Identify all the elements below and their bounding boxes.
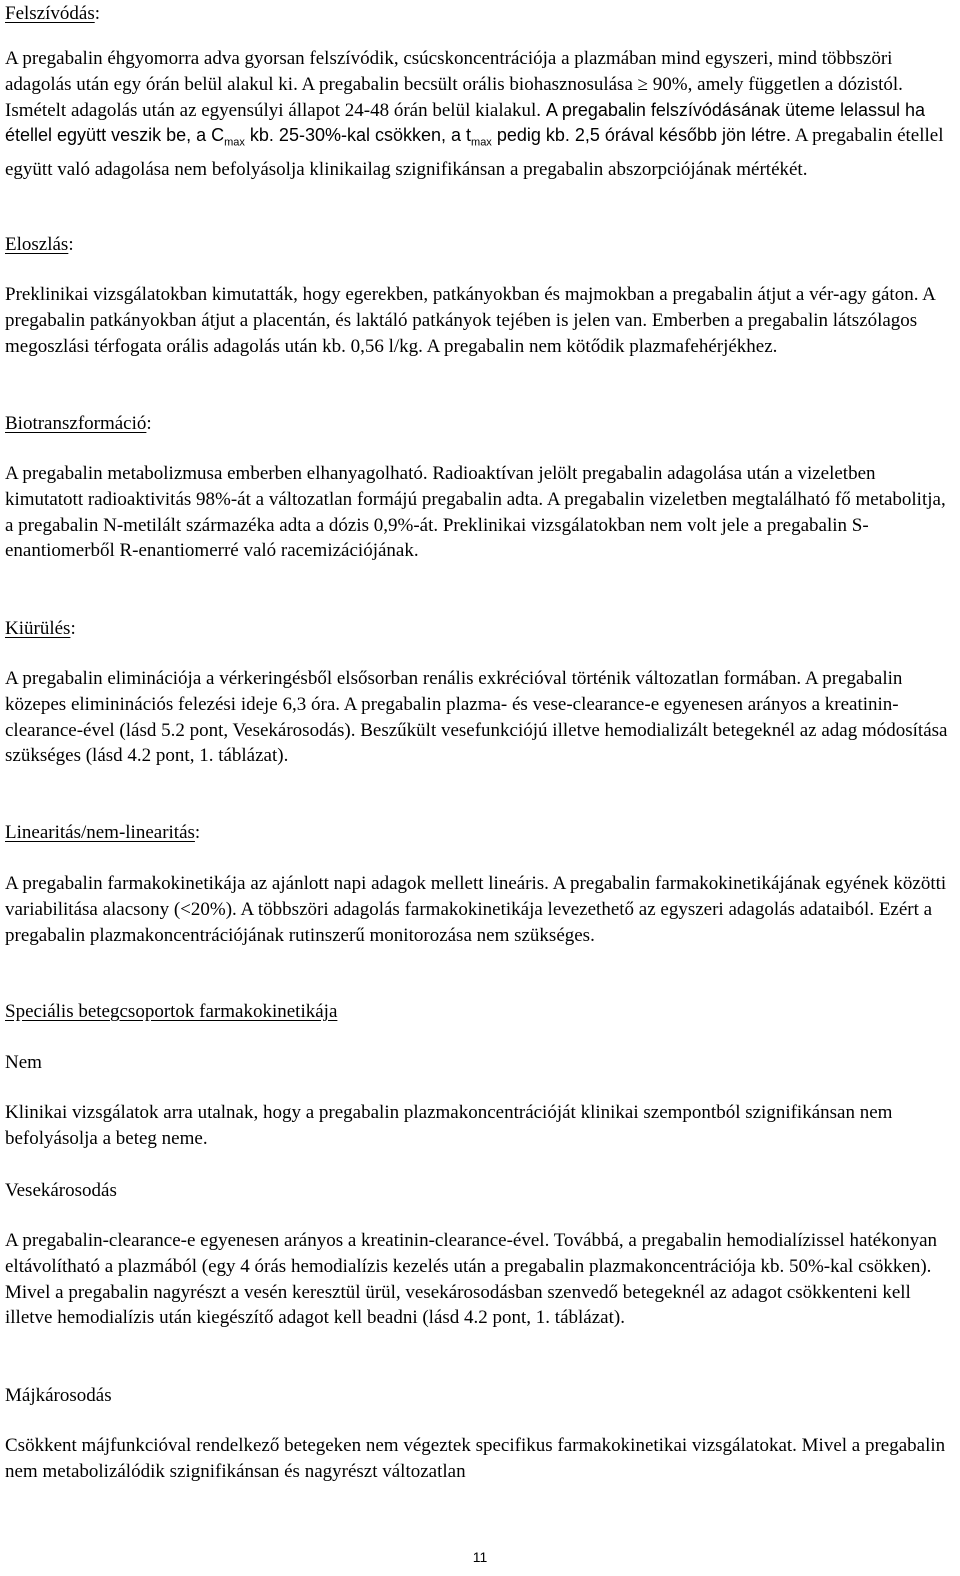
- section-heading-linearity: Linearitás/nem-linearitás:: [5, 822, 201, 843]
- paragraph-renal: A pregabalin-clearance-e egyenesen arányos a kreatinin-clearance-ével. Továbbá, a pregabalin hemodialízissel hatékonyan eltávolítható a plazmából (egy 4 órás hemodialízis kezelés után a pregabalin plazmakoncentrációja kb. 50%-kal csökken). Mivel a pregabalin nagyrészt a vesén keresztül ürül, vesekárosodásban szenvedő betegeknél az adagot csökkenteni kell illetve hemodialízis után kiegészítő adagot kell beadni (lásd 4.2 pont, 1. táblázat).: [5, 1230, 938, 1329]
- absorption-text-1: A pregabalin éhgyomorra adva gyorsan felszívódik, csúcskoncentrációja a plazmában mind egyszeri, mind többszöri adagolás után egy órán belül alakul ki. A pregabalin becsült orális biohasznosulása ≥ 90%, amely független a dózistól. Ismételt adagolás után az egyensúlyi állapot 24-48 órán belül kialakul.: [5, 48, 903, 121]
- page-number: 11: [472, 1549, 488, 1565]
- subheading-renal: Vesekárosodás: [5, 1180, 117, 1201]
- subheading-hepatic: Májkárosodás: [5, 1385, 112, 1406]
- paragraph-absorption: [5, 46, 953, 183]
- paragraph-distribution: Preklinikai vizsgálatokban kimutatták, hogy egerekben, patkányokban és majmokban a pregabalin átjut a vér-agy gáton. A pregabalin patkányokban átjut a placentán, és laktáló patkányok tejében is jelen van. Emberben a pregabalin látszólagos megoszlási térfogata orális adagolás után kb. 0,56 l/kg. A pregabalin nem kötődik plazmafehérjékhez.: [5, 284, 935, 357]
- section-heading-biotransformation: Biotranszformáció:: [5, 413, 152, 434]
- paragraph-hepatic: Csökkent májfunkcióval rendelkező betegeken nem végeztek specifikus farmakokinetikai vizsgálatokat. Mivel a pregabalin nem metabolizálódik szignifikánsan és nagyrészt változatlan: [5, 1435, 946, 1482]
- section-heading-distribution: Eloszlás:: [5, 234, 74, 255]
- subheading-gender: Nem: [5, 1052, 42, 1073]
- paragraph-linearity: A pregabalin farmakokinetikája az ajánlott napi adagok mellett lineáris. A pregabalin farmakokinetikájának egyének közötti variabilitása alacsony (<20%). A többszöri adagolás farmakokinetikája levezethető az egyszeri adagolás adataiból. Ezért a pregabalin plazmakoncentrációjának rutinszerű monitorozása nem szükséges.: [5, 873, 947, 946]
- paragraph-elimination: A pregabalin eliminációja a vérkeringésből elsősorban renális exkrécióval történik változatlan formában. A pregabalin közepes elimininációs felezési ideje 6,3 óra. A pregabalin plazma- és vese-clearance-e egyenesen arányos a kreatinin-clearance-ével (lásd 5.2 pont, Vesekárosodás). Beszűkült vesefunkciójú illetve hemodializált betegeknél az adag módosítása szükséges (lásd 4.2 pont, 1. táblázat).: [5, 668, 948, 767]
- absorption-text-2: A pregabalin felszívódásának üteme lelassul ha étellel együtt veszik be, a $C_{max}$ kb. 25-30%-kal csökken, a $t_{max}$ pedig kb. 2,5 órával később jön létre.: [5, 99, 926, 149]
- absorption-text-3: A pregabalin étellel együtt való adagolása nem befolyásolja klinikailag szignifikánsan a pregabalin abszorpciójának mértékét.: [5, 125, 944, 180]
- section-heading-special-populations: Speciális betegcsoportok farmakokinetikája: [5, 1001, 338, 1022]
- paragraph-biotransformation: A pregabalin metabolizmusa emberben elhanyagolható. Radioaktívan jelölt pregabalin adagolása után a vizeletben kimutatott radioaktivitás 98%-át a változatlan formájú pregabalin adta. A pregabalin vizeletben megtalálható fő metabolitja, a pregabalin N-metilált származéka adta a dózis 0,9%-át. Preklinikai vizsgálatokban nem volt jele a pregabalin S-enantiomerből R-enantiomerré való racemizációjának.: [5, 463, 946, 562]
- section-heading-elimination: Kiürülés:: [5, 618, 76, 639]
- section-heading-absorption: Felszívódás:: [5, 3, 100, 24]
- paragraph-gender: Klinikai vizsgálatok arra utalnak, hogy a pregabalin plazmakoncentrációját klinikai szempontból szignifikánsan nem befolyásolja a beteg neme.: [5, 1102, 893, 1149]
